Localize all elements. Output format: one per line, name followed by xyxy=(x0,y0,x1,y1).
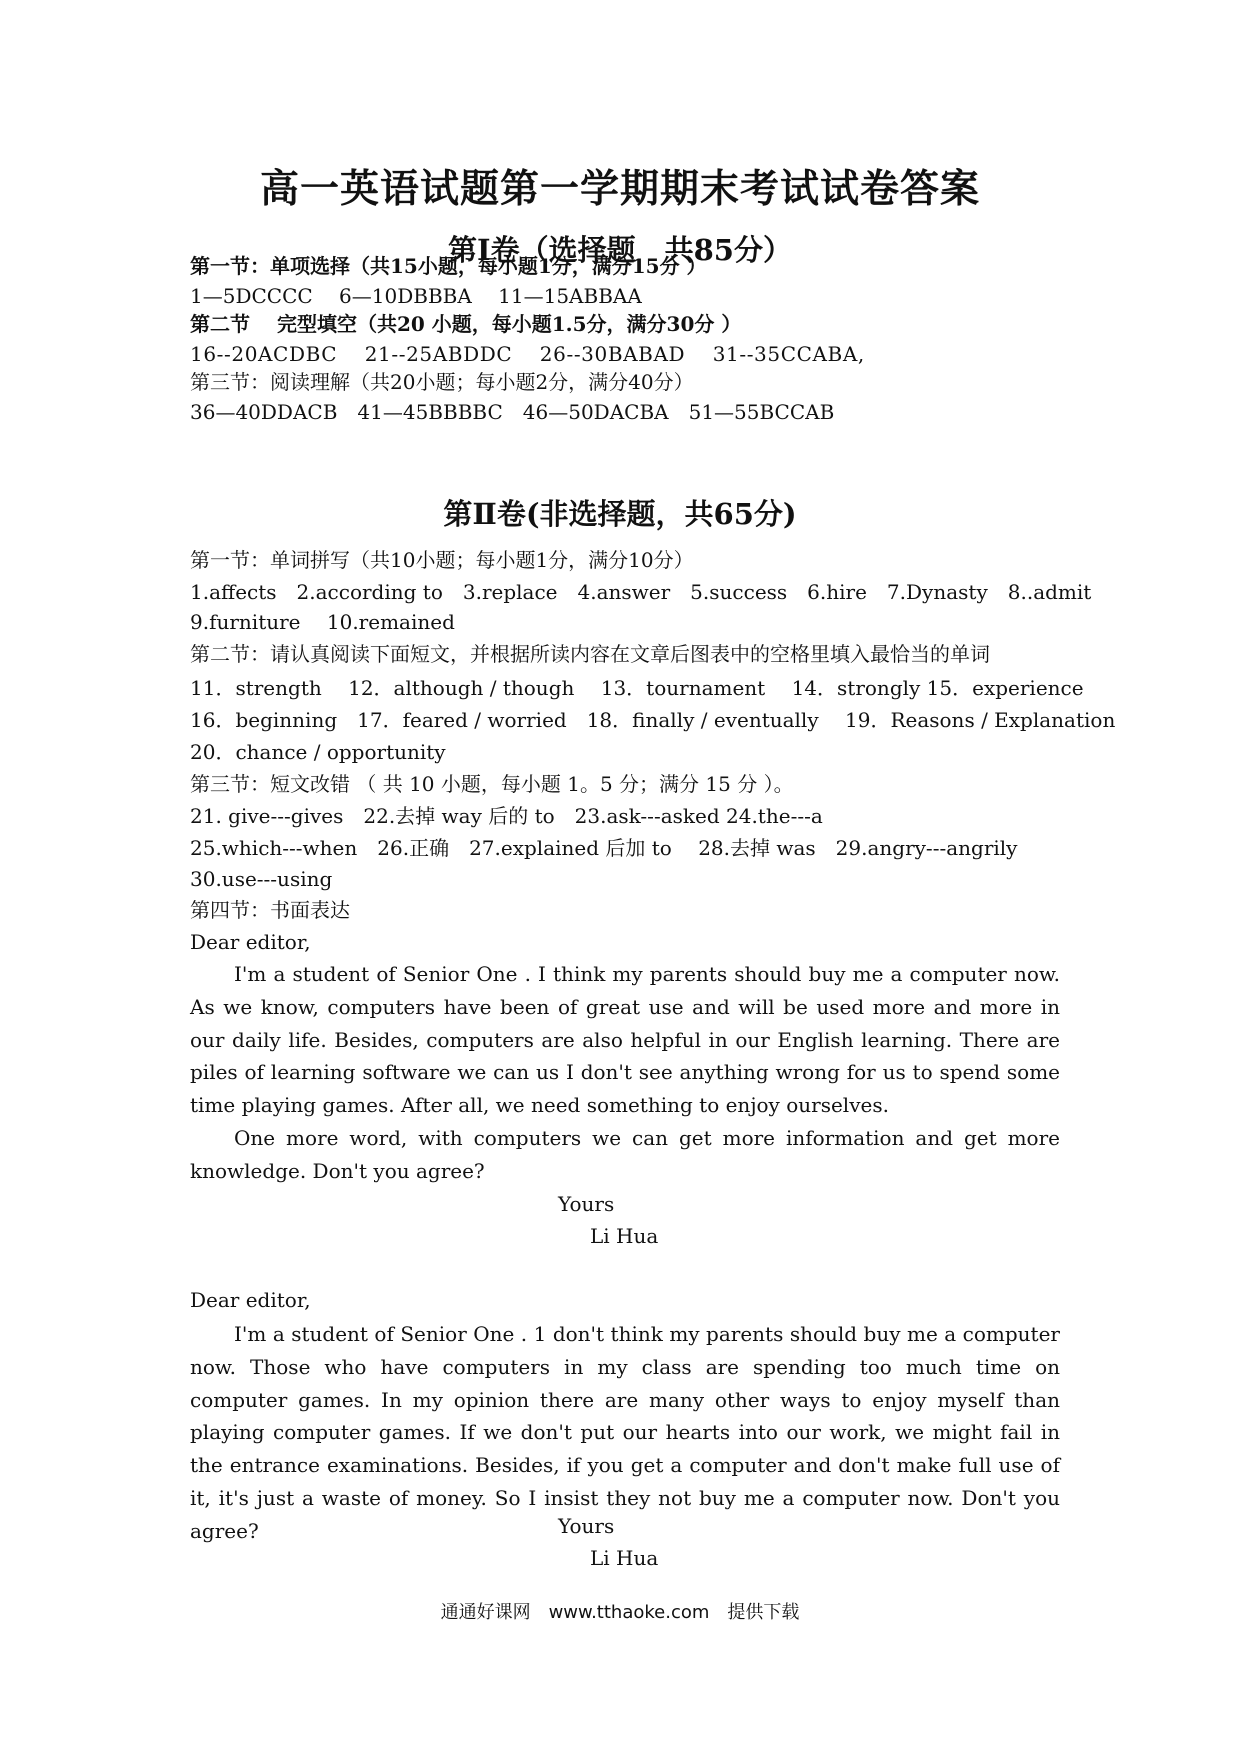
part1-section2-title: 第二节 完型填空（共20 小题，每小题1.5分，满分30分 ） xyxy=(190,312,742,336)
letter1-paragraph2: One more word, with computers we can get more information and get more knowledge. Don't you agree? xyxy=(190,1126,1060,1183)
part2-section2-answers-line3: 20．chance / opportunity xyxy=(190,740,446,764)
part2-section3-answers-line1: 21. give---gives 22.去掉 way 后的 to 23.ask---asked 24.the---a xyxy=(190,804,823,828)
letter2-signature: Li Hua xyxy=(590,1546,659,1570)
letter2-salutation: Dear editor, xyxy=(190,1288,311,1312)
letter2-paragraph1: I'm a student of Senior One . 1 don't think my parents should buy me a computer now. Those who have computers in my class are spending too much time on computer games. In my opinion there are many other ways to enjoy myself than playing computer games. If we don't put our hearts into our work, we might fail in the entrance examinations. Besides, if you get a computer and don't make full use of it, it's just a waste of money. So I insist they not buy me a computer now. Don't you agree? xyxy=(190,1322,1060,1543)
part2-section2-answers-line1: 11．strength 12．although / though 13．tournament 14．strongly 15．experience xyxy=(190,676,1084,700)
letter1-signature: Li Hua xyxy=(590,1224,659,1248)
part2-section3-answers-line3: 30.use---using xyxy=(190,867,333,891)
download-footer: 通通好课网 www.tthaoke.com 提供下载 xyxy=(440,1602,800,1623)
part2-section4-title: 第四节：书面表达 xyxy=(190,898,350,922)
part1-section2-answers: 16--20ACDBC 21--25ABDDC 26--30BABAD 31--35CCABA, xyxy=(190,342,865,366)
letter1-paragraph1: I'm a student of Senior One . I think my parents should buy me a computer now. As we know, computers have been of great use and will be used more and more in our daily life. Besides, computers are also helpful in our English learning. There are piles of learning software we can us I don't see anything wrong for us to spend some time playing games. After all, we need something to enjoy ourselves. xyxy=(190,962,1060,1118)
part2-section2-answers-line2: 16．beginning 17．feared / worried 18．finally / eventually 19．Reasons / Explanation xyxy=(190,708,1116,732)
part2-section1-answers-line2: 9.furniture 10.remained xyxy=(190,610,455,634)
part2-section1-answers-line1: 1.affects 2.according to 3.replace 4.answer 5.success 6.hire 7.Dynasty 8..admit xyxy=(190,580,1092,604)
part2-heading: 第Ⅱ卷(非选择题，共65分) xyxy=(443,497,797,531)
part2-section3-title: 第三节：短文改错 （ 共 10 小题，每小题 1。5 分；满分 15 分 ）。 xyxy=(190,772,794,796)
part2-section3-answers-line2: 25.which---when 26.正确 27.explained 后加 to 28.去掉 was 29.angry---angrily xyxy=(190,836,1018,860)
part2-section1-title: 第一节：单词拼写（共10小题；每小题1分，满分10分） xyxy=(190,548,694,572)
part1-section3-answers: 36—40DDACB 41—45BBBBC 46—50DACBA 51—55BCCAB xyxy=(190,400,835,424)
letter1-salutation: Dear editor, xyxy=(190,930,311,954)
part2-section2-title: 第二节：请认真阅读下面短文，并根据所读内容在文章后图表中的空格里填入最恰当的单词 xyxy=(190,642,990,666)
part1-section3-title: 第三节：阅读理解（共20小题；每小题2分，满分40分） xyxy=(190,370,694,394)
letter2-closing: Yours xyxy=(558,1514,615,1538)
part1-heading: 第Ⅰ卷（选择题 共85分） xyxy=(448,233,792,267)
letter1-closing: Yours xyxy=(558,1192,615,1216)
part1-section1-answers: 1—5DCCCC 6—10DBBBA 11—15ABBAA xyxy=(190,284,642,308)
page-title: 高一英语试题第一学期期末考试试卷答案 xyxy=(259,166,980,212)
part1-section1-title: 第一节：单项选择（共15小题，每小题1分，满分15分 ） xyxy=(190,254,707,278)
